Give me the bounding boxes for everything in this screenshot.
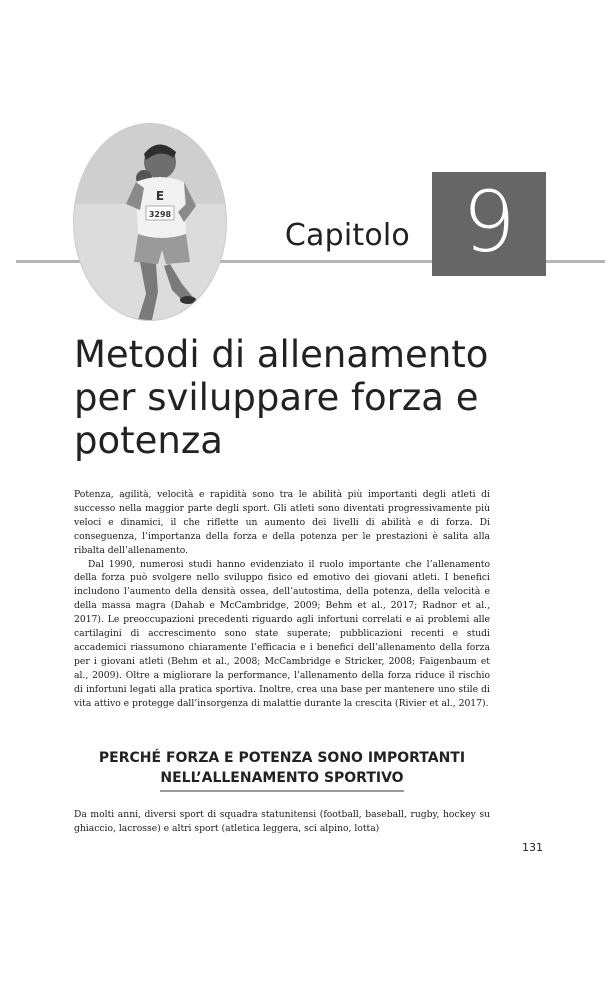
- chapter-title-line: per sviluppare forza e: [74, 376, 479, 419]
- shirt-letter: E: [155, 189, 165, 203]
- chapter-number-box: [432, 172, 546, 276]
- chapter-label: Capitolo: [284, 218, 410, 253]
- section-heading-line: PERCHÉ FORZA E POTENZA SONO IMPORTANTI: [98, 750, 466, 766]
- chapter-title-line: Metodi di allenamento: [74, 333, 489, 376]
- chapter-photo: [74, 124, 226, 320]
- section-text: [74, 808, 490, 836]
- page-number: 131: [522, 841, 543, 854]
- chapter-title-line: potenza: [74, 419, 223, 462]
- intro-paragraph: Potenza, agilità, velocità e rapidità sono tra le abilità più importanti degli atleti di successo nella maggior parte degli sport. Gli atleti sono diventati progressivamente più veloci e dinamici, il che riflette un aumento dei livelli di abilità e di forza. Di conseguenza, l’importanza della forza e della potenza per le prestazioni è salita alla ribalta dell’allenamento.: [74, 489, 490, 556]
- section-paragraph: Da molti anni, diversi sport di squadra statunitensi (football, baseball, rugby, hockey su ghiaccio, lacrosse) e altri sport (atletica leggera, sci alpino, lotta): [74, 809, 490, 834]
- section-heading: [74, 748, 490, 792]
- intro-paragraph: Dal 1990, numerosi studi hanno evidenziato il ruolo importante che l’allenamento della forza può svolgere nello sviluppo fisico ed emotivo dei giovani atleti. I benefici includono l’aumento della densità ossea, dell’autostima, della potenza, della velocità e della massa magra (Dahab e McCambridge, 2009; Behm et al., 2017; Radnor et al., 2017). Le preoccupazioni precedenti riguardo agli infortuni correlati e ai problemi alle cartilagini di accrescimento sono state superate; pubblicazioni recenti e studi accademici riassumono chiaramente l’efficacia e i benefici dell’allenamento della forza per i giovani atleti (Behm et al., 2008; McCambridge e Stricker, 2008; Faigenbaum et al., 2009). Oltre a migliorare la performance, l’allenamento della forza riduce il rischio di infortuni legati alla pratica sportiva. Inoltre, crea una base per mantenere uno stile di vita attivo e protegge dall’insorgenza di malattie durante la crescita (Rivier et al., 2017).: [74, 558, 490, 709]
- bib-number: 3298: [148, 210, 172, 219]
- chapter-number: 9: [462, 173, 516, 271]
- athlete-illustration: [74, 124, 226, 320]
- chapter-title: [74, 333, 544, 462]
- intro-text: [74, 488, 490, 711]
- section-heading-line: NELL’ALLENAMENTO SPORTIVO: [160, 768, 403, 792]
